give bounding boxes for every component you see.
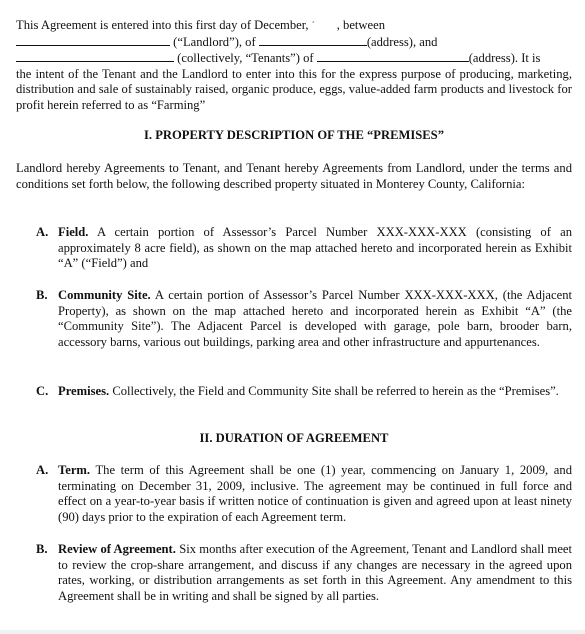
intro-line-1: [16, 18, 572, 34]
tenants-name-blank[interactable]: [16, 50, 174, 62]
intro-line-3: [16, 50, 572, 67]
item-text: Collectively, the Field and Community Site shall be referred to herein as the “Premises”.: [109, 384, 559, 398]
item-title: Review of Agreement.: [58, 542, 176, 556]
item-letter: B.: [36, 288, 48, 302]
section-1-item-b: [36, 288, 572, 350]
intro-text-landlord: (“Landlord”), of: [173, 34, 256, 49]
landlord-name-blank[interactable]: [16, 34, 170, 46]
item-letter: B.: [36, 542, 48, 556]
section-1-item-c: [36, 384, 572, 400]
item-text: Six months after execution of the Agreement, Tenant and Landlord shall meet to review the crop-share arrangement, and discuss if any changes are necessary in the agreed upon rates, working, or distribution arrangements as set forth in this Agreement. Any amendment to this Agreement shall be in writing and shall be signed by all parties.: [58, 542, 572, 603]
item-letter: C.: [36, 384, 49, 398]
intro-text-date: This Agreement is entered into this first day of December,: [16, 18, 309, 32]
item-text: A certain portion of Assessor’s Parcel Number XXX-XXX-XXX, (the Adjacent Property), as shown on the map attached hereto and incorporated herein as Exhibit “A” (the “Community Site”). The Adjacent Parcel is developed with garage, pole barn, brooder barn, accessory barns, various out buildings, parking area and other infrastructure and appurtenances.: [58, 288, 572, 349]
intro-text-address-intent: (address). It is: [468, 51, 541, 66]
tick-mark: ˊ: [311, 20, 315, 30]
section-1-item-a: [36, 225, 572, 272]
section-1-intro: Landlord hereby Agreements to Tenant, and Tenant hereby Agreements from Landlord, under the terms and conditions set forth below, the following described property situated in Monterey County, California:: [16, 161, 572, 191]
item-title: Community Site.: [58, 288, 151, 302]
item-letter: A.: [36, 463, 49, 477]
item-title: Field.: [58, 225, 89, 239]
page-bottom-edge: [0, 630, 585, 634]
intro-paragraph: [16, 18, 572, 114]
section-1-heading: I. PROPERTY DESCRIPTION OF THE “PREMISES”: [144, 128, 444, 142]
item-text: A certain portion of Assessor’s Parcel Number XXX-XXX-XXX (consisting of an approximately 8 acre field), as shown on the map attached hereto and incorporated herein as Exhibit “A” (“Field”) and: [58, 225, 572, 271]
section-2-heading: II. DURATION OF AGREEMENT: [199, 431, 389, 445]
landlord-address-blank[interactable]: [259, 34, 367, 46]
item-text: The term of this Agreement shall be one (1) year, commencing on January 1, 2009, and terminating on December 31, 2009, inclusive. The agreement may be continued in full force and effect on a year-to-year basis if written notice of continuation is given and agreed upon at least ninety (90) days prior to the expiration of each Agreement term.: [58, 463, 572, 524]
intro-text-tenants: (collectively, “Tenants”) of: [177, 51, 314, 66]
section-2-item-b: [36, 542, 572, 604]
tenants-address-blank[interactable]: [317, 50, 469, 62]
intro-text-address-and: (address), and: [366, 34, 438, 49]
intro-line-2: [16, 34, 572, 51]
item-letter: A.: [36, 225, 49, 239]
intro-text-between: , between: [336, 18, 385, 32]
section-2-item-a: [36, 463, 572, 525]
item-title: Term.: [58, 463, 91, 477]
intro-purpose-text: the intent of the Tenant and the Landlord to enter into this for the express purpose of producing, marketing, distribution and sale of sustainably raised, organic produce, eggs, value-added farm products and livestock for profit herein referred to as “Farming”: [16, 66, 572, 112]
item-title: Premises.: [58, 384, 110, 398]
